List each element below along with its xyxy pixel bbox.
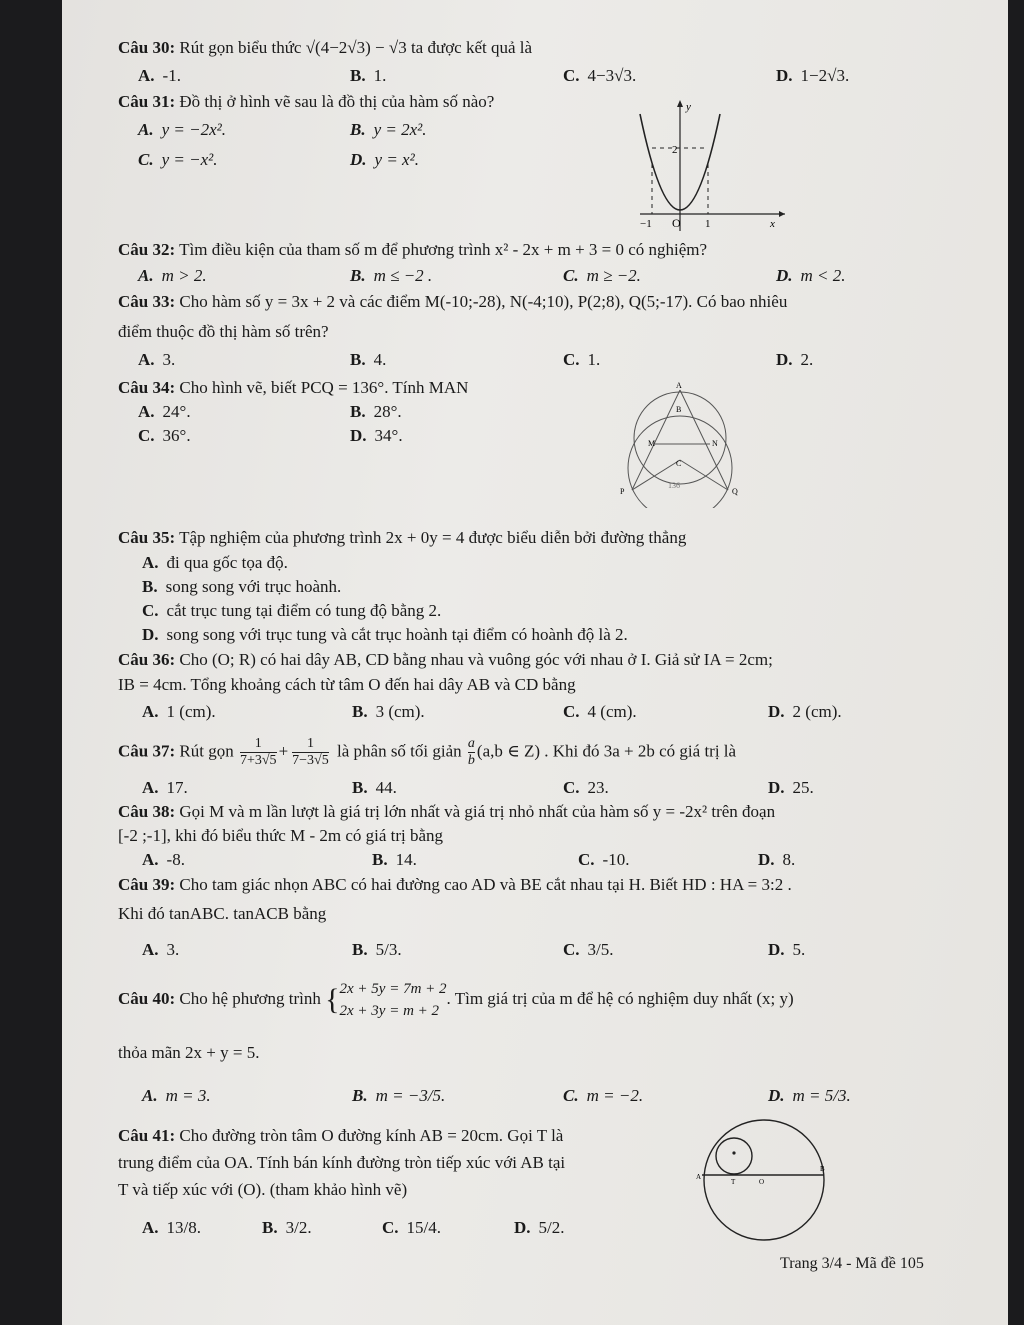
option-41-a[interactable] [142, 1218, 201, 1238]
question-label: Câu 41: [118, 1126, 176, 1145]
question-stem: là phân số tối giản [337, 741, 462, 761]
question-33-continued [118, 322, 329, 342]
option-text: m ≥ −2. [586, 266, 641, 285]
option-30-c[interactable] [563, 66, 636, 86]
option-letter: D. [768, 940, 785, 959]
option-letter: A. [142, 1086, 158, 1105]
option-39-c[interactable] [563, 940, 614, 960]
question-label: Câu 32: [118, 240, 176, 259]
question-stem: Cho (O; R) có hai dây AB, CD bằng nhau và vuông góc với nhau ở I. Giả sử IA = 2cm; [179, 650, 773, 669]
option-30-a[interactable] [138, 66, 181, 86]
option-40-c[interactable] [563, 1086, 643, 1106]
option-text: m = −2. [586, 1086, 644, 1105]
fraction-denominator: 7+3√5 [239, 753, 277, 768]
origin-label: O [672, 216, 681, 230]
option-letter: A. [142, 702, 159, 721]
option-text: m = −3/5. [375, 1086, 446, 1105]
option-letter: C. [563, 66, 580, 85]
option-letter: A. [142, 553, 159, 572]
question-39-continued [118, 904, 326, 924]
question-label: Câu 33: [118, 292, 176, 311]
option-text: 4 (cm). [587, 702, 637, 721]
option-text: 28°. [373, 402, 402, 421]
parabola-figure [630, 96, 790, 234]
option-letter: B. [352, 940, 368, 959]
option-text: m ≤ −2 . [373, 266, 433, 285]
option-letter: B. [350, 120, 366, 139]
option-letter: D. [768, 702, 785, 721]
option-letter: B. [352, 1086, 368, 1105]
question-label: Câu 39: [118, 875, 176, 894]
option-text: 36°. [162, 426, 191, 445]
option-text: y = x². [374, 150, 419, 169]
option-letter: B. [142, 577, 158, 596]
point-a-label: A [676, 381, 682, 390]
question-stem: Tập nghiệm của phương trình 2x + 0y = 4 được biểu diễn bởi đường thẳng [179, 528, 687, 547]
option-text: song song với trục tung và cắt trục hoành tại điểm có hoành độ là 2. [166, 625, 628, 644]
question-stem: Rút gọn biểu thức √(4−2√3) − √3 ta được kết quả là [179, 38, 533, 57]
question-36-continued [118, 675, 576, 695]
option-letter: C. [563, 778, 580, 797]
question-label: Câu 31: [118, 92, 176, 111]
tick-label: −1 [640, 218, 652, 230]
option-text: y = −2x². [161, 120, 226, 139]
question-label: Câu 34: [118, 378, 176, 397]
question-stem: T và tiếp xúc với (O). (tham khảo hình vẽ) [118, 1180, 408, 1199]
question-stem: [-2 ;-1], khi đó biểu thức M - 2m có giá trị bằng [118, 826, 444, 845]
option-letter: B. [262, 1218, 278, 1237]
option-text: 17. [166, 778, 188, 797]
fraction-numerator: a [467, 736, 475, 751]
option-letter: C. [563, 266, 579, 285]
question-32 [118, 240, 707, 260]
equation-1: 2x + 5y = 7m + 2 [339, 981, 447, 997]
tangent-circle-figure [696, 1118, 836, 1258]
fraction-3 [468, 736, 475, 769]
option-40-b[interactable] [352, 1086, 445, 1106]
fraction-2 [292, 736, 329, 769]
option-letter: C. [563, 1086, 579, 1105]
equation-2: 2x + 3y = m + 2 [339, 1003, 440, 1019]
question-41-continued [118, 1153, 565, 1173]
option-39-b[interactable] [352, 940, 402, 960]
option-letter: C. [563, 702, 580, 721]
option-text: 1. [373, 66, 387, 85]
question-stem: (a,b ∈ Z) . Khi đó 3a + 2b có giá trị là [476, 741, 737, 761]
question-label: Câu 37: [118, 741, 176, 761]
option-text: 4. [373, 350, 387, 369]
option-36-a[interactable] [142, 702, 216, 722]
option-letter: D. [776, 350, 793, 369]
question-34 [118, 378, 468, 398]
question-stem: Cho hàm số y = 3x + 2 và các điểm M(-10;-28), N(-4;10), P(2;8), Q(5;-17). Có bao nhiêu [179, 292, 788, 311]
option-text: 23. [587, 778, 609, 797]
option-text: m > 2. [161, 266, 207, 285]
option-letter: D. [142, 625, 159, 644]
point-a-label: A [696, 1173, 702, 1181]
option-letter: D. [776, 266, 793, 285]
option-letter: B. [372, 850, 388, 869]
option-letter: D. [350, 426, 367, 445]
question-stem: Cho hệ phương trình [179, 988, 321, 1008]
option-30-d[interactable] [776, 66, 849, 86]
option-letter: D. [350, 150, 367, 169]
question-stem: điểm thuộc đồ thị hàm số trên? [118, 322, 329, 341]
option-letter: C. [563, 350, 580, 369]
option-letter: A. [138, 66, 155, 85]
option-31-c[interactable] [138, 150, 217, 170]
question-40 [118, 978, 794, 1022]
question-stem: Khi đó tanABC. tanACB bằng [118, 904, 327, 923]
question-stem: trung điểm của OA. Tính bán kính đường tròn tiếp xúc với AB tại [118, 1153, 566, 1172]
question-stem: Cho hình vẽ, biết PCQ = 136°. Tính MAN [179, 378, 469, 397]
option-40-d[interactable] [768, 1086, 851, 1106]
option-letter: B. [352, 778, 368, 797]
question-36 [118, 650, 773, 670]
option-letter: A. [138, 266, 154, 285]
option-text: 3. [166, 940, 180, 959]
option-letter: B. [350, 350, 366, 369]
option-35-a[interactable] [142, 553, 288, 573]
option-text: y = 2x². [373, 120, 427, 139]
option-37-d[interactable] [768, 778, 814, 798]
question-33 [118, 292, 787, 312]
small-center [732, 1151, 735, 1154]
option-41-c[interactable] [382, 1218, 441, 1238]
y-axis-arrow [677, 100, 683, 107]
option-letter: A. [138, 350, 155, 369]
fraction-numerator: 1 [292, 736, 329, 753]
option-39-d[interactable] [768, 940, 805, 960]
option-letter: A. [142, 940, 159, 959]
tick-label: 1 [705, 218, 711, 230]
option-text: 13/8. [166, 1218, 202, 1237]
option-37-b[interactable] [352, 778, 397, 798]
option-37-c[interactable] [563, 778, 609, 798]
option-35-b[interactable] [142, 577, 341, 597]
option-38-c[interactable] [578, 850, 629, 870]
option-34-c[interactable] [138, 426, 191, 446]
option-text: 44. [375, 778, 397, 797]
option-text: 5. [792, 940, 806, 959]
option-text: đi qua gốc tọa độ. [166, 553, 288, 572]
question-label: Câu 30: [118, 38, 176, 57]
option-letter: D. [768, 778, 785, 797]
question-stem: thỏa mãn 2x + y = 5. [118, 1043, 260, 1062]
question-40-continued [118, 1043, 259, 1063]
option-letter: D. [776, 66, 793, 85]
option-text: 1 (cm). [166, 702, 216, 721]
option-text: -10. [602, 850, 630, 869]
option-32-c[interactable] [563, 266, 641, 286]
system-brace: { [325, 983, 340, 1016]
question-41 [118, 1126, 563, 1146]
small-circle [716, 1138, 752, 1174]
option-text: 8. [782, 850, 796, 869]
point-n-label: N [712, 439, 718, 448]
option-letter: C. [382, 1218, 399, 1237]
fraction-denominator: b [467, 753, 475, 768]
question-39 [118, 875, 792, 895]
question-35 [118, 528, 686, 548]
option-32-d[interactable] [776, 266, 846, 286]
option-letter: A. [142, 778, 159, 797]
option-letter: C. [578, 850, 595, 869]
point-q-label: Q [732, 487, 738, 496]
question-38 [118, 802, 775, 822]
option-30-b[interactable] [350, 66, 386, 86]
option-letter: C. [138, 150, 154, 169]
option-text: 2 (cm). [792, 702, 842, 721]
question-30 [118, 38, 532, 58]
option-text: y = −x². [161, 150, 218, 169]
option-31-a[interactable] [138, 120, 226, 140]
option-text: 3/5. [587, 940, 614, 959]
option-letter: C. [138, 426, 155, 445]
option-text: cắt trục tung tại điểm có tung độ bằng 2. [166, 601, 442, 620]
option-38-d[interactable] [758, 850, 795, 870]
question-stem: Tìm điều kiện của tham số m để phương trình x² - 2x + m + 3 = 0 có nghiệm? [179, 240, 708, 259]
question-stem: Cho đường tròn tâm O đường kính AB = 20cm. Gọi T là [179, 1126, 564, 1145]
option-34-a[interactable] [138, 402, 191, 422]
option-letter: A. [142, 1218, 159, 1237]
question-label: Câu 36: [118, 650, 176, 669]
x-label: x [770, 218, 775, 230]
question-stem: IB = 4cm. Tổng khoảng cách từ tâm O đến hai dây AB và CD bằng [118, 675, 576, 694]
circles-figure [612, 380, 752, 508]
option-33-d[interactable] [776, 350, 813, 370]
option-34-b[interactable] [350, 402, 402, 422]
y-label: y [686, 101, 691, 113]
option-text: 25. [792, 778, 814, 797]
option-33-b[interactable] [350, 350, 386, 370]
option-text: 5/3. [375, 940, 402, 959]
page-footer: Trang 3/4 - Mã đề 105 [780, 1255, 924, 1272]
option-text: 3. [162, 350, 176, 369]
question-stem: Đồ thị ở hình vẽ sau là đồ thị của hàm số nào? [179, 92, 495, 111]
option-text: -8. [166, 850, 185, 869]
option-41-b[interactable] [262, 1218, 312, 1238]
option-letter: A. [138, 402, 155, 421]
point-o-label: O [759, 1178, 765, 1186]
option-letter: C. [563, 940, 580, 959]
option-31-b[interactable] [350, 120, 427, 140]
option-36-d[interactable] [768, 702, 842, 722]
question-stem: . Tìm giá trị của m để hệ có nghiệm duy nhất (x; y) [446, 988, 794, 1008]
point-b-label: B [820, 1165, 825, 1173]
option-32-a[interactable] [138, 266, 207, 286]
option-36-c[interactable] [563, 702, 637, 722]
question-label: Câu 38: [118, 802, 176, 821]
point-t-label: T [731, 1178, 736, 1186]
option-35-d[interactable] [142, 625, 628, 645]
angle-label: 136 [668, 481, 680, 490]
option-letter: D. [768, 1086, 785, 1105]
option-text: 34°. [374, 426, 403, 445]
plus-sign: + [278, 741, 289, 761]
point-m-label: M [648, 439, 656, 448]
question-stem: Gọi M và m lần lượt là giá trị lớn nhất và giá trị nhỏ nhất của hàm số y = -2x² trên đoạn [179, 802, 776, 821]
option-33-a[interactable] [138, 350, 175, 370]
question-41-continued-2 [118, 1180, 407, 1200]
option-38-a[interactable] [142, 850, 185, 870]
option-letter: B. [350, 402, 366, 421]
option-letter: D. [514, 1218, 531, 1237]
option-letter: A. [138, 120, 154, 139]
option-text: 4−3√3. [587, 66, 637, 85]
option-31-d[interactable] [350, 150, 419, 170]
point-b-label: B [676, 405, 682, 414]
fraction-1 [240, 736, 277, 769]
fraction-denominator: 7−3√5 [292, 753, 329, 768]
option-text: 1. [587, 350, 601, 369]
option-34-d[interactable] [350, 426, 403, 446]
option-text: 3 (cm). [375, 702, 425, 721]
option-39-a[interactable] [142, 940, 179, 960]
tick-label: 2 [672, 144, 678, 156]
fraction-numerator: 1 [240, 736, 277, 753]
option-text: 5/2. [538, 1218, 565, 1237]
option-38-b[interactable] [372, 850, 417, 870]
x-axis-arrow [779, 211, 785, 217]
option-text: m = 5/3. [792, 1086, 851, 1105]
option-text: m = 3. [165, 1086, 211, 1105]
question-37 [118, 736, 736, 769]
point-c-label: C [676, 459, 682, 468]
option-33-c[interactable] [563, 350, 600, 370]
equation-system [340, 978, 447, 1022]
option-text: -1. [162, 66, 181, 85]
option-text: 2. [800, 350, 814, 369]
option-letter: C. [142, 601, 159, 620]
option-text: song song với trục hoành. [165, 577, 342, 596]
option-36-b[interactable] [352, 702, 425, 722]
option-letter: B. [352, 702, 368, 721]
question-38-continued [118, 826, 443, 846]
option-37-a[interactable] [142, 778, 188, 798]
option-text: 15/4. [406, 1218, 442, 1237]
option-letter: B. [350, 266, 366, 285]
option-text: 24°. [162, 402, 191, 421]
question-label: Câu 40: [118, 988, 176, 1008]
question-stem: Rút gọn [179, 741, 234, 761]
option-35-c[interactable] [142, 601, 441, 621]
option-text: m < 2. [800, 266, 846, 285]
question-stem: Cho tam giác nhọn ABC có hai đường cao AD và BE cắt nhau tại H. Biết HD : HA = 3:2 . [179, 875, 792, 894]
option-40-a[interactable] [142, 1086, 211, 1106]
point-p-label: P [620, 487, 625, 496]
question-label: Câu 35: [118, 528, 176, 547]
option-text: 1−2√3. [800, 66, 850, 85]
option-32-b[interactable] [350, 266, 432, 286]
option-letter: A. [142, 850, 159, 869]
option-text: 3/2. [285, 1218, 312, 1237]
option-text: 14. [395, 850, 417, 869]
option-letter: B. [350, 66, 366, 85]
option-letter: D. [758, 850, 775, 869]
question-31 [118, 92, 494, 112]
option-41-d[interactable] [514, 1218, 565, 1238]
